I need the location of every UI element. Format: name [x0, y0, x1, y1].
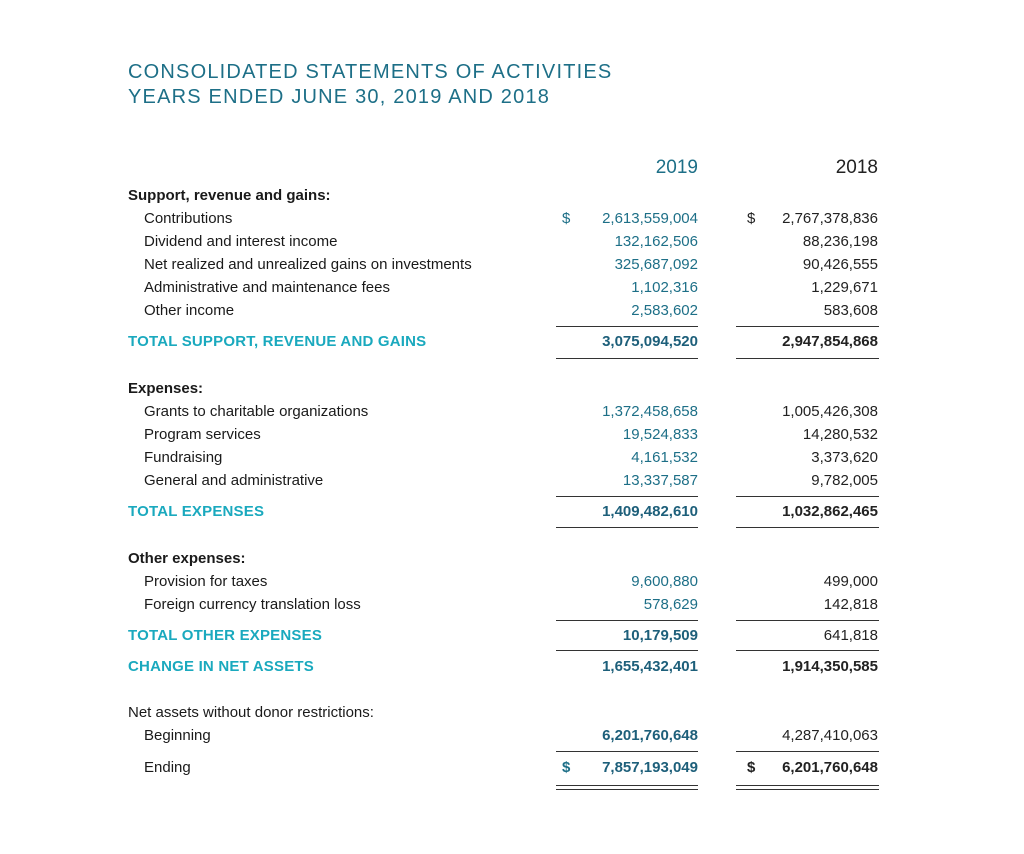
row-label: Other income: [144, 302, 235, 319]
subtotal-rule: [736, 326, 879, 327]
currency-symbol: $: [562, 759, 571, 776]
total-value-2019: 3,075,094,520: [602, 333, 698, 350]
row-label: General and administrative: [144, 472, 324, 489]
value-2018: 90,426,555: [802, 256, 878, 273]
section-heading-label: Expenses:: [128, 380, 204, 397]
total-value-2019: 1,655,432,401: [602, 658, 698, 675]
row-label: Program services: [144, 426, 261, 443]
table-row: [0, 470, 1024, 492]
subtotal-rule: [556, 751, 698, 752]
total-label: TOTAL EXPENSES: [128, 503, 265, 520]
table-row: [0, 401, 1024, 423]
statement-title-line1: CONSOLIDATED STATEMENTS OF ACTIVITIES: [128, 61, 613, 83]
total-rule: [556, 650, 698, 651]
table-row: [0, 231, 1024, 253]
value-2019: 13,337,587: [622, 472, 698, 489]
statement-title-line2: YEARS ENDED JUNE 30, 2019 AND 2018: [128, 86, 551, 108]
double-rule: [736, 785, 879, 786]
table-row: [0, 254, 1024, 276]
total-rule: [556, 358, 698, 359]
value-2019: 2,613,559,004: [602, 210, 698, 227]
section-heading-net-assets: [0, 702, 1024, 724]
value-2019: 1,102,316: [631, 279, 698, 296]
table-row: [0, 424, 1024, 446]
table-row: [0, 300, 1024, 322]
total-rule: [556, 527, 698, 528]
row-label: Fundraising: [144, 449, 223, 466]
double-rule: [556, 785, 698, 786]
value-2018: 88,236,198: [802, 233, 878, 250]
subtotal-rule: [736, 620, 879, 621]
table-row: [0, 571, 1024, 593]
value-2019: 132,162,506: [614, 233, 698, 250]
value-2019: 19,524,833: [622, 426, 698, 443]
total-row-expenses: [0, 501, 1024, 523]
subtotal-rule: [556, 620, 698, 621]
value-2018: 14,280,532: [802, 426, 878, 443]
double-rule: [556, 789, 698, 790]
column-header-2018: 2018: [835, 157, 878, 178]
table-row: [0, 757, 1024, 779]
value-2019: 2,583,602: [631, 302, 698, 319]
total-rule: [736, 650, 879, 651]
double-rule: [736, 789, 879, 790]
value-2019: 7,857,193,049: [602, 759, 698, 776]
value-2018: 499,000: [823, 573, 878, 590]
total-label: TOTAL SUPPORT, REVENUE AND GAINS: [128, 333, 427, 350]
total-row-change-in-net-assets: [0, 656, 1024, 678]
row-label: Dividend and interest income: [144, 233, 338, 250]
currency-symbol: $: [747, 210, 756, 227]
total-value-2018: 641,818: [823, 627, 878, 644]
value-2018: 4,287,410,063: [782, 727, 878, 744]
row-label: Net realized and unrealized gains on investments: [144, 256, 472, 273]
total-value-2018: 1,032,862,465: [782, 503, 878, 520]
total-rule: [736, 358, 879, 359]
value-2018: 583,608: [823, 302, 878, 319]
row-label: Grants to charitable organizations: [144, 403, 369, 420]
row-label: Ending: [144, 759, 191, 776]
total-label: CHANGE IN NET ASSETS: [128, 658, 314, 675]
value-2019: 4,161,532: [631, 449, 698, 466]
row-label: Administrative and maintenance fees: [144, 279, 390, 296]
value-2019: 9,600,880: [631, 573, 698, 590]
section-heading-support: [0, 185, 1024, 207]
section-heading-label: Support, revenue and gains:: [128, 187, 331, 204]
column-header-2019: 2019: [655, 157, 698, 178]
total-value-2019: 1,409,482,610: [602, 503, 698, 520]
subtotal-rule: [736, 751, 879, 752]
section-heading-other-expenses: [0, 548, 1024, 570]
section-heading-label: Net assets without donor restrictions:: [128, 704, 374, 721]
value-2019: 578,629: [643, 596, 698, 613]
table-row: [0, 208, 1024, 230]
value-2018: 2,767,378,836: [782, 210, 878, 227]
value-2019: 6,201,760,648: [602, 727, 698, 744]
total-row-support: [0, 331, 1024, 353]
value-2018: 142,818: [823, 596, 878, 613]
table-row: [0, 725, 1024, 747]
total-value-2018: 2,947,854,868: [782, 333, 878, 350]
currency-symbol: $: [562, 210, 571, 227]
currency-symbol: $: [747, 759, 756, 776]
total-row-other-expenses: [0, 625, 1024, 647]
value-2019: 325,687,092: [614, 256, 698, 273]
table-row: [0, 594, 1024, 616]
value-2018: 3,373,620: [811, 449, 878, 466]
value-2018: 1,005,426,308: [782, 403, 878, 420]
subtotal-rule: [736, 496, 879, 497]
row-label: Beginning: [144, 727, 211, 744]
value-2018: 9,782,005: [811, 472, 878, 489]
table-row: [0, 447, 1024, 469]
row-label: Provision for taxes: [144, 573, 268, 590]
value-2019: 1,372,458,658: [602, 403, 698, 420]
total-label: TOTAL OTHER EXPENSES: [128, 627, 323, 644]
subtotal-rule: [556, 496, 698, 497]
value-2018: 1,229,671: [811, 279, 878, 296]
total-value-2018: 1,914,350,585: [782, 658, 878, 675]
total-value-2019: 10,179,509: [622, 627, 698, 644]
subtotal-rule: [556, 326, 698, 327]
value-2018: 6,201,760,648: [782, 759, 878, 776]
total-rule: [736, 527, 879, 528]
statement-title: [128, 60, 612, 110]
table-row: [0, 277, 1024, 299]
section-heading-label: Other expenses:: [128, 550, 246, 567]
row-label: Foreign currency translation loss: [144, 596, 361, 613]
section-heading-expenses: [0, 378, 1024, 400]
row-label: Contributions: [144, 210, 233, 227]
